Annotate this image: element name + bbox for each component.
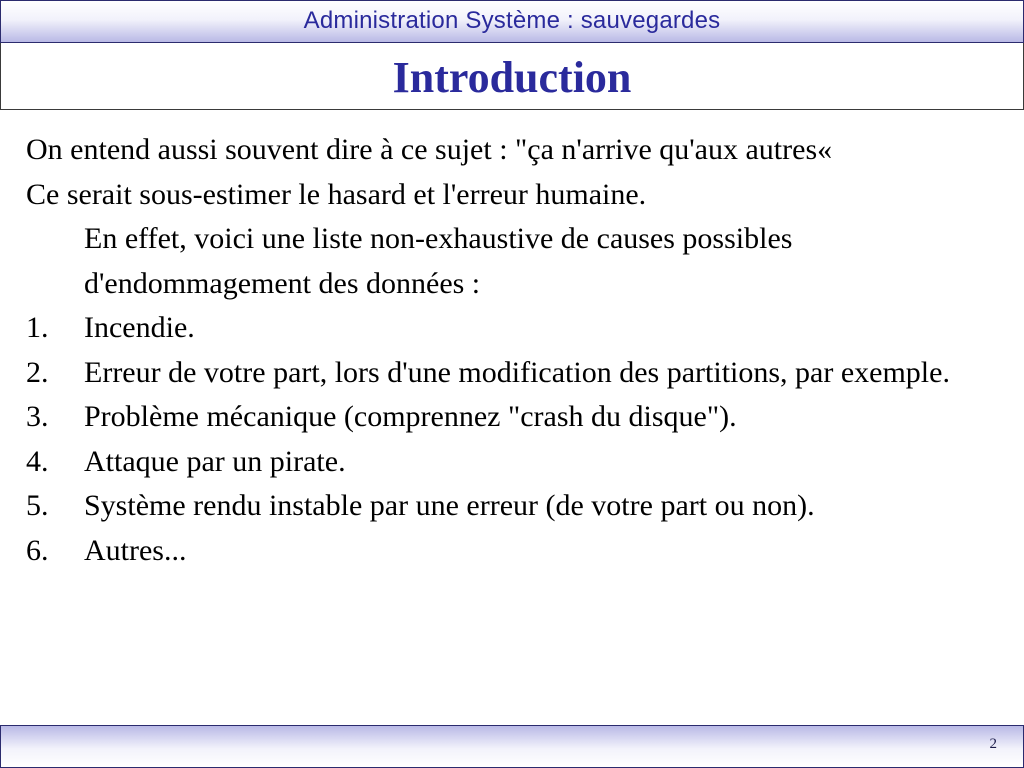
- list-number: 1.: [26, 311, 49, 344]
- list-number: 2.: [26, 355, 49, 389]
- list-text: Système rendu instable par une erreur (de votre part ou non).: [84, 489, 815, 522]
- list-number: 4.: [26, 444, 49, 478]
- list-item: [26, 306, 986, 351]
- list-text: Incendie.: [84, 311, 195, 344]
- slide-title: Introduction: [392, 53, 632, 102]
- list-item: [26, 395, 986, 440]
- footer-bar: [0, 725, 1024, 768]
- paragraph-causes-intro: En effet, voici une liste non-exhaustive de causes possibles d'endommagement des données :: [84, 222, 793, 300]
- list-item: [26, 351, 986, 396]
- list-item: [26, 484, 986, 529]
- list-number: 5.: [26, 489, 49, 522]
- page-number: 2: [989, 736, 997, 752]
- header-title: Administration Système : sauvegardes: [303, 7, 721, 34]
- list-number: 3.: [26, 400, 49, 433]
- slide-body: [26, 128, 986, 573]
- title-box: [0, 43, 1024, 110]
- list-number: 6.: [26, 533, 49, 567]
- header-bar: [0, 0, 1024, 43]
- paragraph-intro: On entend aussi souvent dire à ce sujet : "ça n'arrive qu'aux autres«: [26, 133, 833, 166]
- list-text: Problème mécanique (comprennez "crash du disque").: [84, 400, 737, 433]
- list-text: Attaque par un pirate.: [84, 444, 346, 478]
- list-text: Erreur de votre part, lors d'une modification des partitions, par exemple.: [84, 355, 950, 389]
- paragraph-underestimate: Ce serait sous-estimer le hasard et l'erreur humaine.: [26, 177, 647, 211]
- list-item: [26, 529, 986, 574]
- list-text: Autres...: [84, 533, 187, 567]
- list-item: [26, 440, 986, 485]
